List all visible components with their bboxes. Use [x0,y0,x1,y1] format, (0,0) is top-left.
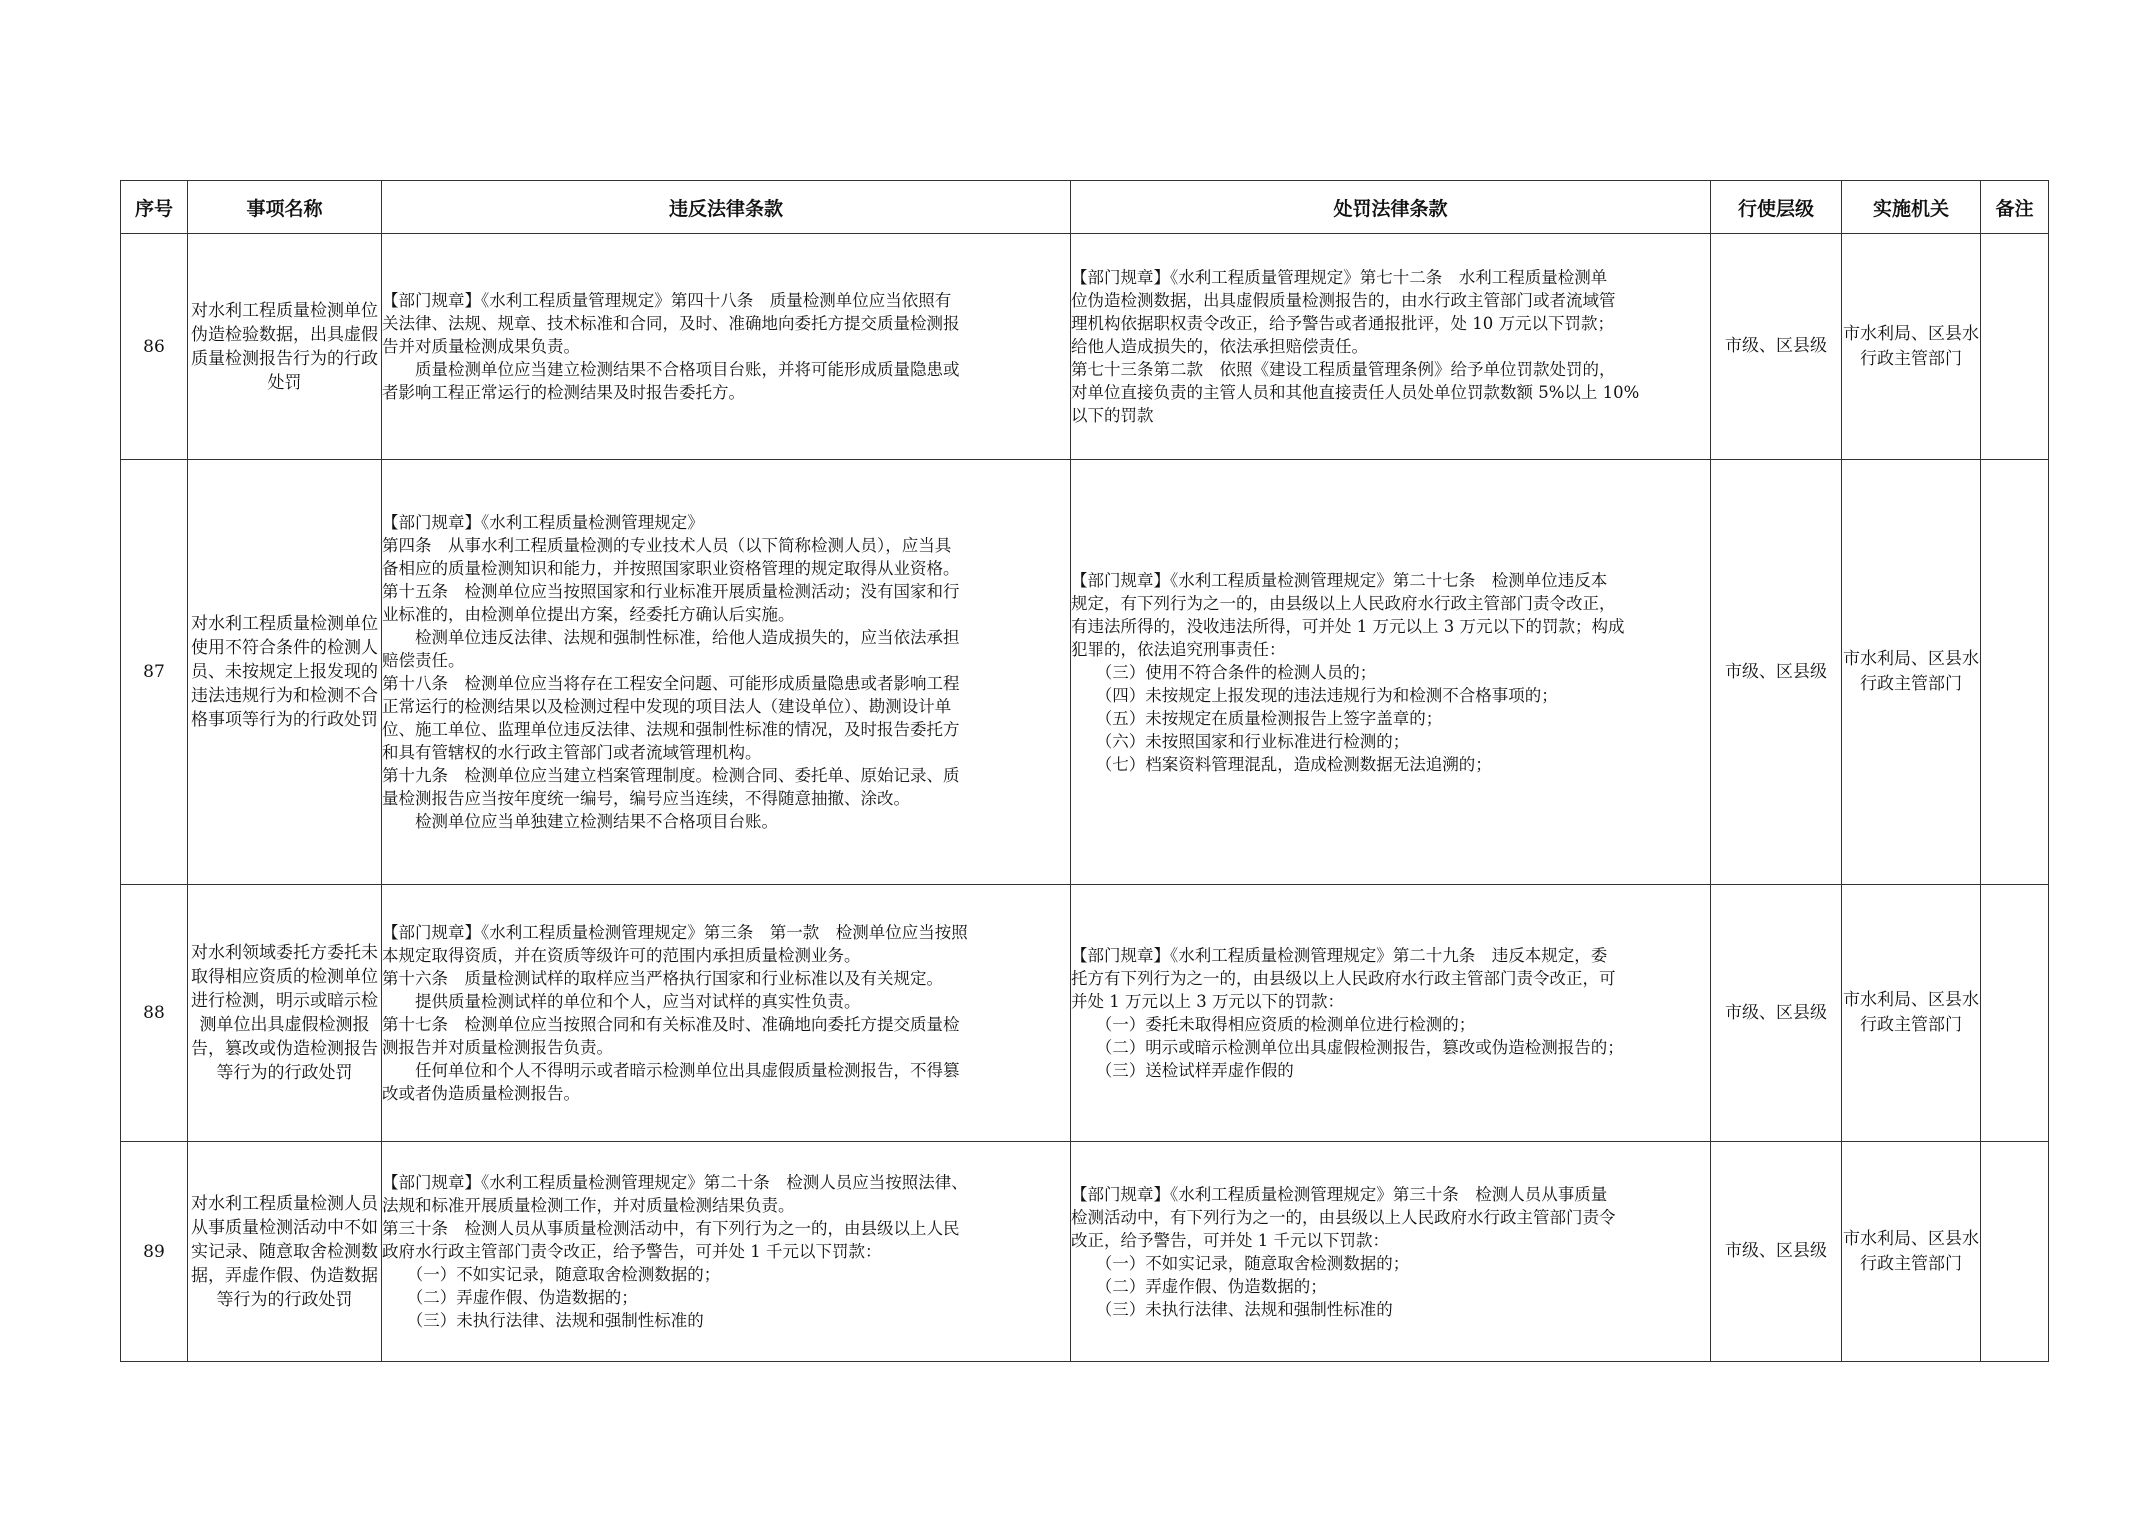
header-violation-clause: 违反法律条款 [382,181,1071,234]
clause-line: 量检测报告应当按年度统一编号，编号应当连续，不得随意抽撤、涂改。 [382,789,910,808]
clause-line: 正常运行的检测结果以及检测过程中发现的项目法人（建设单位）、勘测设计单 [382,697,952,716]
clause-line: （三）未执行法律、法规和强制性标准的 [1071,1299,1393,1319]
clause-line: 【部门规章】《水利工程质量检测管理规定》第三条 第一款 检测单位应当按照 [382,923,968,942]
clause-line: 【部门规章】《水利工程质量检测管理规定》第二十七条 检测单位违反本 [1071,570,1608,590]
clause-line: 第十六条 质量检测试样的取样应当严格执行国家和行业标准以及有关规定。 [382,969,943,988]
clause-line: 赔偿责任。 [382,651,465,670]
cell-remark [1981,1142,2049,1362]
cell-remark [1981,234,2049,460]
cell-penalty-clause [1071,1142,1711,1362]
penalty-table [120,180,2049,1362]
clause-line: （二）明示或暗示检测单位出具虚假检测报告，篡改或伪造检测报告的； [1071,1038,1624,1057]
clause-line: 改正，给予警告，可并处 1 千元以下罚款： [1071,1230,1389,1250]
cell-violation-clause [382,1142,1071,1362]
clause-line: 【部门规章】《水利工程质量检测管理规定》第三十条 检测人员从事质量 [1071,1184,1608,1204]
cell-no: 89 [121,1142,188,1362]
cell-no: 86 [121,234,188,460]
cell-item-name: 对水利工程质量检测单位伪造检验数据，出具虚假质量检测报告行为的行政处罚 [188,234,382,460]
clause-line: 提供质量检测试样的单位和个人，应当对试样的真实性负责。 [382,992,861,1011]
clause-line: 本规定取得资质，并在资质等级许可的范围内承担质量检测业务。 [382,946,861,965]
header-no: 序号 [121,181,188,234]
clause-line: 犯罪的，依法追究刑事责任： [1071,639,1286,659]
cell-org: 市水利局、区县水行政主管部门 [1842,460,1981,885]
clause-line: 质量检测单位应当建立检测结果不合格项目台账，并将可能形成质量隐患或 [382,360,960,379]
clause-line: 和具有管辖权的水行政主管部门或者流域管理机构。 [382,743,762,762]
clause-line: 政府水行政主管部门责令改正，给予警告，可并处 1 千元以下罚款： [382,1242,882,1261]
cell-level: 市级、区县级 [1711,885,1842,1142]
clause-line: 位伪造检测数据，出具虚假质量检测报告的，由水行政主管部门或者流域管 [1071,291,1616,310]
clause-line: （二）弄虚作假、伪造数据的； [1071,1276,1327,1296]
clause-line: （七）档案资料管理混乱，造成检测数据无法追溯的； [1071,754,1492,774]
clause-line: 第十八条 检测单位应当将存在工程安全问题、可能形成质量隐患或者影响工程 [382,674,960,693]
cell-violation-clause [382,885,1071,1142]
clause-line: 任何单位和个人不得明示或者暗示检测单位出具虚假质量检测报告，不得篡 [382,1061,960,1080]
clause-line: 托方有下列行为之一的，由县级以上人民政府水行政主管部门责令改正，可 [1071,969,1616,988]
header-item-name: 事项名称 [188,181,382,234]
header-penalty-clause: 处罚法律条款 [1071,181,1711,234]
clause-line: 业标准的，由检测单位提出方案，经委托方确认后实施。 [382,605,795,624]
cell-org: 市水利局、区县水行政主管部门 [1842,885,1981,1142]
clause-line: （二）弄虚作假、伪造数据的； [382,1288,638,1307]
cell-org: 市水利局、区县水行政主管部门 [1842,1142,1981,1362]
clause-line: 改或者伪造质量检测报告。 [382,1084,580,1103]
header-remark: 备注 [1981,181,2049,234]
clause-line: （三）送检试样弄虚作假的 [1071,1061,1294,1080]
clause-line: 【部门规章】《水利工程质量管理规定》第四十八条 质量检测单位应当依照有 [382,291,952,310]
clause-line: 检测单位应当单独建立检测结果不合格项目台账。 [382,812,778,831]
cell-item-name: 对水利工程质量检测人员从事质量检测活动中不如实记录、随意取舍检测数据，弄虚作假、伪造数据等行为的行政处罚 [188,1142,382,1362]
clause-line: 给他人造成损失的，依法承担赔偿责任。 [1071,337,1368,356]
table-row [121,234,2049,460]
clause-line: 位、施工单位、监理单位违反法律、法规和强制性标准的情况，及时报告委托方 [382,720,960,739]
cell-item-name: 对水利工程质量检测单位使用不符合条件的检测人员、未按规定上报发现的违法违规行为和检测不合格事项等行为的行政处罚 [188,460,382,885]
clause-line: （三）使用不符合条件的检测人员的； [1071,662,1377,682]
clause-line: 第十九条 检测单位应当建立档案管理制度。检测合同、委托单、原始记录、质 [382,766,960,785]
clause-line: 对单位直接负责的主管人员和其他直接责任人员处单位罚款数额 5%以上 10% [1071,383,1640,402]
clause-line: 有违法所得的，没收违法所得，可并处 1 万元以上 3 万元以下的罚款；构成 [1071,616,1625,636]
clause-line: 以下的罚款 [1071,406,1154,425]
table-body [121,234,2049,1362]
clause-line: 规定，有下列行为之一的，由县级以上人民政府水行政主管部门责令改正， [1071,593,1616,613]
cell-violation-clause [382,460,1071,885]
clause-line: 告并对质量检测成果负责。 [382,337,580,356]
cell-penalty-clause [1071,460,1711,885]
clause-line: 者影响工程正常运行的检测结果及时报告委托方。 [382,383,745,402]
clause-line: 第三十条 检测人员从事质量检测活动中，有下列行为之一的，由县级以上人民 [382,1219,960,1238]
clause-line: 关法律、法规、规章、技术标准和合同，及时、准确地向委托方提交质量检测报 [382,314,960,333]
clause-line: 检测单位违反法律、法规和强制性标准，给他人造成损失的，应当依法承担 [382,628,960,647]
cell-level: 市级、区县级 [1711,460,1842,885]
clause-line: 检测活动中，有下列行为之一的，由县级以上人民政府水行政主管部门责令 [1071,1207,1616,1227]
clause-line: 【部门规章】《水利工程质量检测管理规定》第二十九条 违反本规定，委 [1071,946,1608,965]
cell-level: 市级、区县级 [1711,1142,1842,1362]
clause-line: （一）不如实记录，随意取舍检测数据的； [382,1265,721,1284]
clause-line: 备相应的质量检测知识和能力，并按照国家职业资格管理的规定取得从业资格。 [382,559,960,578]
cell-violation-clause [382,234,1071,460]
clause-line: 法规和标准开展质量检测工作，并对质量检测结果负责。 [382,1196,795,1215]
clause-line: 并处 1 万元以上 3 万元以下的罚款： [1071,992,1344,1011]
cell-no: 87 [121,460,188,885]
clause-line: 理机构依据职权责令改正，给予警告或者通报批评，处 10 万元以下罚款； [1071,314,1614,333]
clause-line: 【部门规章】《水利工程质量检测管理规定》第二十条 检测人员应当按照法律、 [382,1173,968,1192]
clause-line: （三）未执行法律、法规和强制性标准的 [382,1311,704,1330]
clause-line: （六）未按照国家和行业标准进行检测的； [1071,731,1410,751]
clause-line: （四）未按规定上报发现的违法违规行为和检测不合格事项的； [1071,685,1558,705]
header-row [121,181,2049,234]
cell-remark [1981,460,2049,885]
cell-item-name: 对水利领域委托方委托未取得相应资质的检测单位进行检测，明示或暗示检测单位出具虚假检测报告，篡改或伪造检测报告等行为的行政处罚 [188,885,382,1142]
clause-line: 测报告并对质量检测报告负责。 [382,1038,613,1057]
cell-remark [1981,885,2049,1142]
header-org: 实施机关 [1842,181,1981,234]
clause-line: （五）未按规定在质量检测报告上签字盖章的； [1071,708,1443,728]
cell-no: 88 [121,885,188,1142]
clause-line: 第十七条 检测单位应当按照合同和有关标准及时、准确地向委托方提交质量检 [382,1015,960,1034]
table-row [121,460,2049,885]
clause-line: 第七十三条第二款 依照《建设工程质量管理条例》给予单位罚款处罚的， [1071,360,1616,379]
clause-line: 【部门规章】《水利工程质量检测管理规定》 [382,513,704,532]
clause-line: （一）不如实记录，随意取舍检测数据的； [1071,1253,1410,1273]
cell-penalty-clause [1071,885,1711,1142]
clause-line: 第十五条 检测单位应当按照国家和行业标准开展质量检测活动；没有国家和行 [382,582,960,601]
cell-org: 市水利局、区县水行政主管部门 [1842,234,1981,460]
clause-line: 第四条 从事水利工程质量检测的专业技术人员（以下简称检测人员），应当具 [382,536,952,555]
table-row [121,885,2049,1142]
clause-line: 【部门规章】《水利工程质量管理规定》第七十二条 水利工程质量检测单 [1071,268,1608,287]
clause-line: （一）委托未取得相应资质的检测单位进行检测的； [1071,1015,1476,1034]
table-row [121,1142,2049,1362]
cell-penalty-clause [1071,234,1711,460]
cell-level: 市级、区县级 [1711,234,1842,460]
header-level: 行使层级 [1711,181,1842,234]
